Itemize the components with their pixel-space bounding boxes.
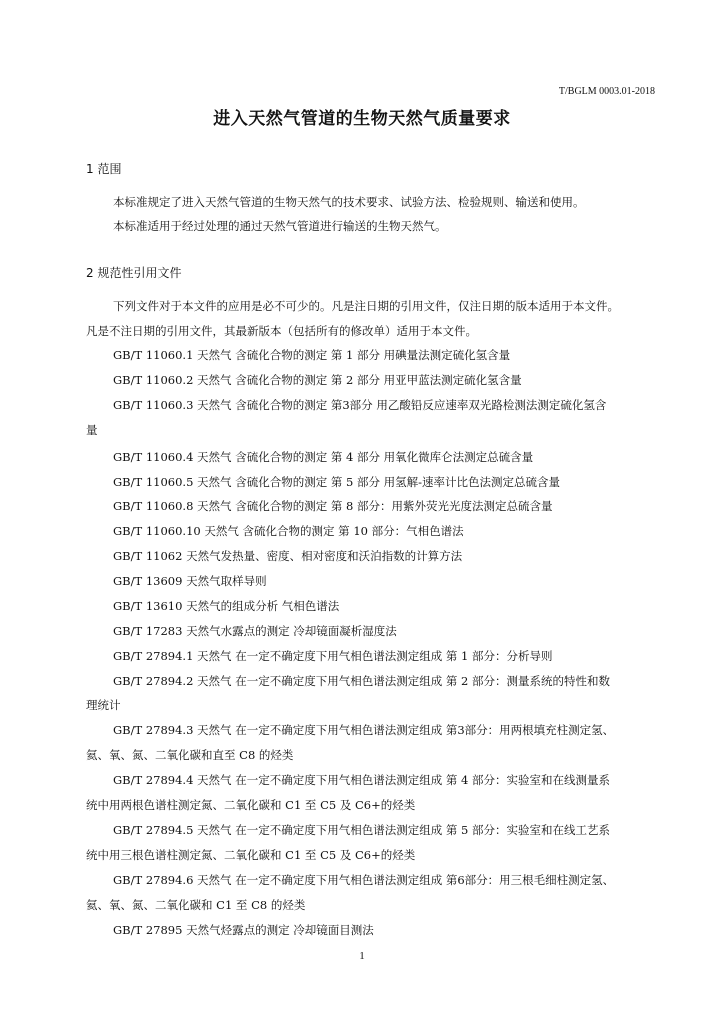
reference-line: 量 [86, 423, 98, 437]
reference-line: GB/T 27894.6 天然气 在一定不确定度下用气相色谱法测定组成 第6部分：用三根毛细柱测定氢、 [113, 873, 615, 887]
standard-code: T/BGLM 0003.01-2018 [558, 86, 655, 97]
reference-line: 统中用三根色谱柱测定氮、二氧化碳和 C1 至 C5 及 C6+的烃类 [86, 848, 416, 862]
section-2-intro-line: 下列文件对于本文件的应用是必不可少的。凡是注日期的引用文件，仅注日期的版本适用于本文件。 [113, 299, 619, 313]
reference-line: 统中用两根色谱柱测定氮、二氧化碳和 C1 至 C5 及 C6+的烃类 [86, 798, 416, 812]
reference-line: GB/T 27894.2 天然气 在一定不确定度下用气相色谱法测定组成 第 2 部分：测量系统的特性和数 [113, 674, 610, 688]
reference-line: GB/T 11060.10 天然气 含硫化合物的测定 第 10 部分：气相色谱法 [113, 524, 464, 538]
section-2-intro-line: 凡是不注日期的引用文件，其最新版本（包括所有的修改单）适用于本文件。 [86, 324, 477, 338]
reference-line: GB/T 27894.3 天然气 在一定不确定度下用气相色谱法测定组成 第3部分：用两根填充柱测定氢、 [113, 723, 615, 737]
section-1-paragraph: 本标准适用于经过处理的通过天然气管道进行输送的生物天然气。 [113, 219, 447, 233]
document-title: 进入天然气管道的生物天然气质量要求 [213, 109, 511, 129]
reference-line: 理统计 [86, 698, 121, 712]
section-2-heading: 2 规范性引用文件 [86, 266, 182, 280]
reference-line: GB/T 27894.1 天然气 在一定不确定度下用气相色谱法测定组成 第 1 部分：分析导则 [113, 649, 553, 663]
reference-line: GB/T 11060.8 天然气 含硫化合物的测定 第 8 部分：用紫外荧光光度法测定总硫含量 [113, 499, 553, 513]
reference-line: 氦、氧、氮、二氧化碳和直至 C8 的烃类 [86, 748, 294, 762]
reference-line: GB/T 11060.1 天然气 含硫化合物的测定 第 1 部分 用碘量法测定硫化氢含量 [113, 348, 511, 362]
reference-line: GB/T 11062 天然气发热量、密度、相对密度和沃泊指数的计算方法 [113, 549, 463, 563]
page-number: 1 [359, 950, 365, 962]
reference-line: GB/T 11060.3 天然气 含硫化合物的测定 第3部分 用乙酸铅反应速率双光路检测法测定硫化氢含 [113, 398, 607, 412]
reference-line: GB/T 27895 天然气烃露点的测定 冷却镜面目测法 [113, 923, 374, 937]
reference-line: GB/T 27894.5 天然气 在一定不确定度下用气相色谱法测定组成 第 5 部分：实验室和在线工艺系 [113, 823, 610, 837]
reference-line: GB/T 17283 天然气水露点的测定 冷却镜面凝析湿度法 [113, 624, 397, 638]
reference-line: GB/T 13609 天然气取样导则 [113, 574, 267, 588]
reference-line: GB/T 11060.4 天然气 含硫化合物的测定 第 4 部分 用氧化微库仑法测定总硫含量 [113, 450, 534, 464]
reference-line: 氦、氧、氮、二氧化碳和 C1 至 C8 的烃类 [86, 898, 306, 912]
reference-line: GB/T 27894.4 天然气 在一定不确定度下用气相色谱法测定组成 第 4 部分：实验室和在线测量系 [113, 773, 610, 787]
reference-line: GB/T 11060.2 天然气 含硫化合物的测定 第 2 部分 用亚甲蓝法测定硫化氢含量 [113, 373, 522, 387]
section-1-paragraph: 本标准规定了进入天然气管道的生物天然气的技术要求、试验方法、检验规则、输送和使用。 [113, 195, 585, 209]
section-1-heading: 1 范围 [86, 162, 122, 176]
reference-line: GB/T 13610 天然气的组成分析 气相色谱法 [113, 599, 340, 613]
reference-line: GB/T 11060.5 天然气 含硫化合物的测定 第 5 部分 用氢解-速率计比色法测定总硫含量 [113, 475, 561, 489]
